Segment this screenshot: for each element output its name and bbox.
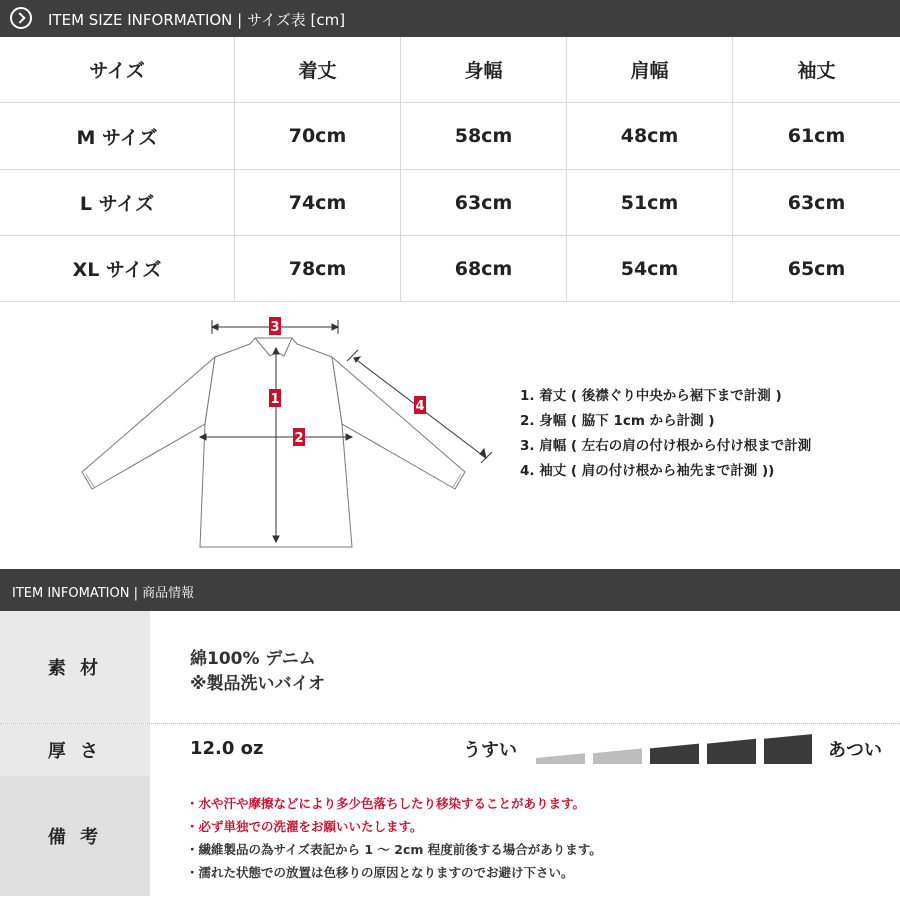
table-cell: 63cm [787,191,846,214]
thickness-meter-segment [650,744,699,764]
material-line: 綿100% デニム [190,649,316,669]
size-label: L サイズ [0,170,235,235]
table-cell: 74cm [235,170,401,235]
table-cell: 70cm [235,103,401,169]
size-label: M サイズ [0,103,235,169]
note-line: 2. 身幅 ( 脇下 1cm から計測 ) [520,413,715,429]
table-row [0,170,900,236]
garment-diagram [70,312,500,552]
table-cell: 65cm [787,257,846,280]
table-cell: 58cm [401,103,567,169]
remark-item: ・必ず単独での洗濯をお願いいたします。 [186,819,423,834]
table-row [0,236,900,302]
size-info-header-bar [0,0,900,37]
table-row [0,103,900,170]
thickness-meter-segment [536,753,585,764]
svg-text:4: 4 [415,399,425,414]
table-cell: 61cm [787,125,846,147]
header-width: 身幅 [401,37,567,102]
thickness-label: 厚 さ [0,724,150,776]
remark-item: ・水や汗や摩擦などにより多少色落ちしたり移染することがあります。 [186,796,586,811]
thickness-low-label: うすい [463,740,517,761]
note-line: 4. 袖丈 ( 肩の付け根から袖先まで計測 )) [520,463,775,479]
thickness-meter-segment [764,734,812,764]
material-line: ※製品洗いバイオ [190,674,326,694]
item-info-title: ITEM INFOMATION | 商品情報 [12,586,195,601]
size-label: XL サイズ [0,236,235,301]
right-sleeve [332,357,465,489]
table-cell: 68cm [401,236,567,301]
left-sleeve [82,357,215,489]
chevron-right-circle-icon [10,7,32,29]
thickness-row [0,724,900,776]
material-label: 素 材 [0,611,150,723]
size-table-header [0,37,900,103]
remarks-label: 備 考 [0,776,150,896]
note-line: 1. 着丈 ( 後襟ぐり中央から裾下まで計測 ) [520,388,782,404]
remarks-row [0,776,900,896]
item-info-header-bar [0,569,900,611]
thickness-meter-segment [707,739,756,764]
svg-text:2: 2 [294,431,304,446]
material-text [190,647,325,697]
measure-marker-3 [269,317,281,335]
measurement-notes [520,384,811,484]
material-row [0,611,900,724]
note-line: 3. 肩幅 ( 左右の肩の付け根から付け根まで計測 [520,438,812,454]
thickness-high-label: あつい [828,740,882,761]
thickness-meter-segment [593,748,642,764]
remark-item: ・濡れた状態での放置は色移りの原因となりますのでお避け下さい。 [186,865,574,880]
table-cell: 48cm [567,103,733,169]
measure-marker-1 [269,389,281,407]
table-cell: 51cm [567,170,733,235]
measure-marker-4 [414,396,426,414]
header-length: 着丈 [235,37,401,102]
header-size: サイズ [0,37,235,102]
svg-text:3: 3 [270,320,280,335]
table-cell: 54cm [567,236,733,301]
table-cell: 63cm [401,170,567,235]
header-sleeve: 袖丈 [797,60,836,82]
header-shoulder: 肩幅 [567,37,733,102]
size-info-title: ITEM SIZE INFORMATION | サイズ表 [cm] [48,11,346,29]
remarks-list [186,792,602,884]
thickness-meter [536,734,812,764]
measure-marker-2 [293,428,305,446]
svg-text:1: 1 [270,392,280,407]
remark-item: ・繊維製品の為サイズ表記から 1 ～ 2cm 程度前後する場合があります。 [186,842,602,857]
table-cell: 78cm [235,236,401,301]
thickness-value: 12.0 oz [190,738,264,759]
